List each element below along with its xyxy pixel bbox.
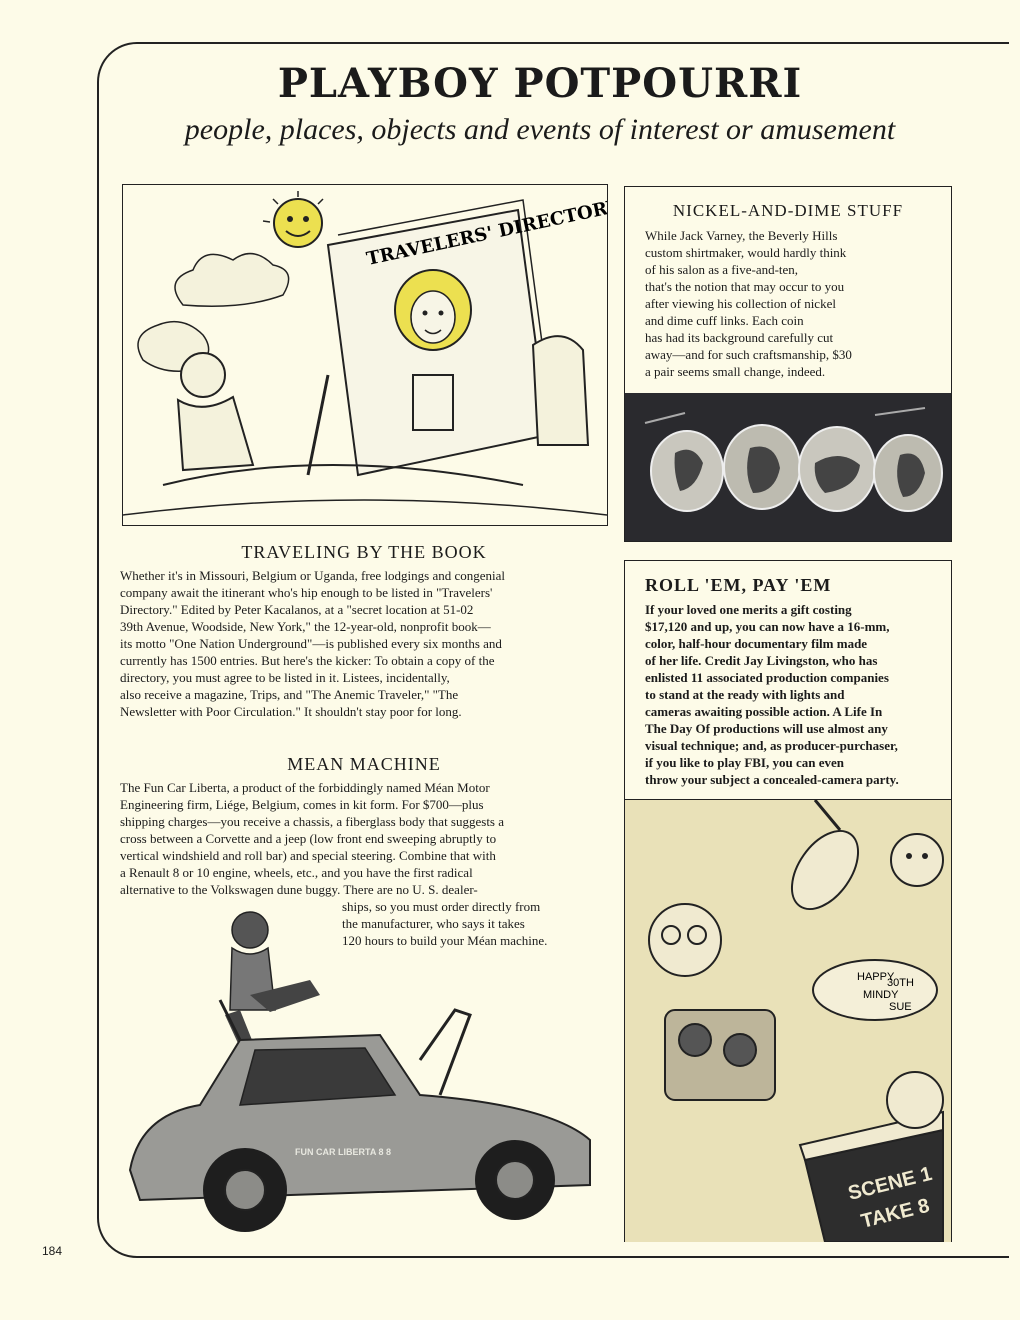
text-line: The Fun Car Liberta, a product of the forbiddingly named Méan Motor (120, 780, 490, 795)
traveling-heading: TRAVELING BY THE BOOK (241, 542, 487, 562)
text-line: ships, so you must order directly from (342, 899, 541, 914)
text-line: to stand at the ready with lights and (645, 687, 845, 702)
traveling-text (120, 567, 610, 720)
text-line: if you like to play FBI, you can even (645, 755, 844, 770)
text-line: and dime cuff links. Each coin (645, 313, 804, 328)
text-line: that's the notion that may occur to you (645, 279, 845, 294)
cake-text-line: MINDY (863, 989, 899, 1001)
nickel-and-dime-sidebar (624, 186, 952, 542)
text-line: has had its background carefully cut (645, 330, 834, 345)
cake-text-line: 30TH (887, 977, 914, 989)
text-line: after viewing his collection of nickel (645, 296, 836, 311)
cake-text-line: HAPPY (857, 971, 895, 983)
page-title: PLAYBOY POTPOURRI (277, 60, 803, 107)
text-line: away—and for such craftsmanship, $30 (645, 347, 852, 362)
text-line: Whether it's in Missouri, Belgium or Uganda, free lodgings and congenial (120, 568, 506, 583)
film-crew-drawing (625, 800, 951, 1242)
cufflinks-drawing (625, 393, 951, 541)
text-line: $17,120 and up, you can now have a 16-mm, (645, 619, 890, 634)
book-cover-text: TRAVELERS' DIRECTORY (364, 195, 607, 270)
fun-car-drawing (120, 900, 620, 1250)
roll-text (645, 601, 945, 788)
page-number: 184 (42, 1244, 63, 1258)
car-label-text: FUN CAR LIBERTA 8 8 (295, 1147, 392, 1157)
text-line: 120 hours to build your Méan machine. (342, 933, 548, 948)
cake-text-line: SUE (889, 1001, 912, 1013)
text-line: visual technique; and, as producer-purchaser, (645, 738, 898, 753)
text-line: If your loved one merits a gift costing (645, 602, 852, 617)
roll-em-sidebar (624, 560, 952, 1242)
text-line: a Renault 8 or 10 engine, wheels, etc., and you have the first radical (120, 865, 473, 880)
text-line: cameras awaiting possible action. A Life In (645, 704, 883, 719)
page-subtitle: people, places, objects and events of interest or amusement (184, 113, 896, 146)
text-line: Directory." Edited by Peter Kacalanos, at a "secret location at 51-02 (120, 602, 474, 617)
nickel-heading: NICKEL-AND-DIME STUFF (672, 201, 904, 220)
text-line: While Jack Varney, the Beverly Hills (645, 228, 838, 243)
mean-machine-text (120, 779, 610, 898)
text-line: company await the itinerant who's hip enough to be listed in "Travelers' (120, 585, 493, 600)
clapper-take-text: TAKE 8 (858, 1194, 932, 1233)
text-line: color, half-hour documentary film made (645, 636, 868, 651)
text-line: its motto "One Nation Underground"—is published every six months and (120, 636, 502, 651)
text-line: throw your subject a concealed-camera party. (645, 772, 899, 787)
text-line: a pair seems small change, indeed. (645, 364, 826, 379)
cufflinks-photo (625, 393, 951, 541)
text-line: alternative to the Volkswagen dune buggy. There are no U. S. dealer- (120, 882, 478, 897)
roll-heading: ROLL 'EM, PAY 'EM (645, 575, 832, 595)
clapper-scene-text: SCENE 1 (845, 1162, 935, 1205)
mean-machine-heading: MEAN MACHINE (287, 754, 441, 774)
nickel-text (645, 227, 945, 380)
text-line: of his salon as a five-and-ten, (645, 262, 799, 277)
text-line: Newsletter with Poor Circulation." It shouldn't stay poor for long. (120, 704, 462, 719)
text-line: of her life. Credit Jay Livingston, who has (645, 653, 878, 668)
text-line: Engineering firm, Liége, Belgium, comes in kit form. For $700—plus (120, 797, 484, 812)
text-line: enlisted 11 associated production companies (645, 670, 889, 685)
film-crew-illustration (625, 799, 951, 1242)
travel-cartoon-illustration (122, 184, 608, 526)
text-line: cross between a Corvette and a jeep (low front end sweeping abruptly to (120, 831, 497, 846)
text-line: custom shirtmaker, would hardly think (645, 245, 847, 260)
text-line: directory, you must agree to be listed in it. Listees, incidentally, (120, 670, 450, 685)
text-line: currently has 1500 entries. But here's the kicker: To obtain a copy of the (120, 653, 495, 668)
text-line: shipping charges—you receive a chassis, a fiberglass body that suggests a (120, 814, 505, 829)
fun-car-photo (120, 900, 620, 1250)
text-line: the manufacturer, who says it takes (342, 916, 525, 931)
text-line: The Day Of productions will use almost any (645, 721, 888, 736)
masthead (150, 60, 930, 147)
text-line: 39th Avenue, Woodside, New York," the 12-year-old, nonprofit book— (120, 619, 491, 634)
text-line: also receive a magazine, Trips, and "The Anemic Traveler," "The (120, 687, 459, 702)
text-line: vertical windshield and roll bar) and special steering. Combine that with (120, 848, 496, 863)
travel-cartoon-drawing (123, 185, 607, 525)
